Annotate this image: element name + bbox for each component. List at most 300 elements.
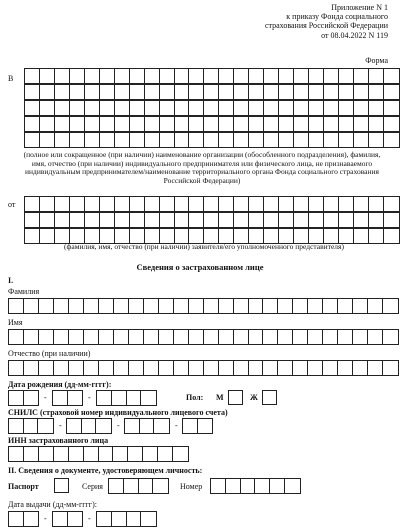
char-cell[interactable]	[264, 197, 279, 211]
grid-row[interactable]	[124, 418, 170, 434]
char-cell[interactable]	[125, 419, 140, 433]
char-cell[interactable]	[204, 330, 219, 344]
char-cell[interactable]	[69, 361, 84, 375]
char-cell[interactable]	[70, 229, 85, 243]
char-cell[interactable]	[40, 85, 55, 99]
char-cell[interactable]	[154, 419, 169, 433]
char-cell[interactable]	[175, 117, 190, 131]
char-cell[interactable]	[294, 85, 309, 99]
char-cell[interactable]	[219, 101, 234, 115]
char-cell[interactable]	[24, 299, 39, 313]
char-cell[interactable]	[354, 117, 369, 131]
char-cell[interactable]	[219, 330, 234, 344]
char-cell[interactable]	[264, 85, 279, 99]
char-cell[interactable]	[353, 299, 368, 313]
char-cell[interactable]	[40, 213, 55, 227]
char-cell[interactable]	[70, 117, 85, 131]
grid-row[interactable]	[24, 84, 400, 100]
char-cell[interactable]	[69, 299, 84, 313]
char-cell[interactable]	[40, 101, 55, 115]
char-cell[interactable]	[145, 213, 160, 227]
grid-row[interactable]	[210, 478, 301, 494]
char-cell[interactable]	[127, 512, 142, 526]
char-cell[interactable]	[115, 213, 130, 227]
char-cell[interactable]	[294, 117, 309, 131]
char-cell[interactable]	[204, 133, 219, 147]
char-cell[interactable]	[39, 330, 54, 344]
char-cell[interactable]	[285, 479, 300, 493]
grid-row[interactable]	[182, 418, 213, 434]
char-cell[interactable]	[384, 197, 399, 211]
char-cell[interactable]	[130, 69, 145, 83]
char-cell[interactable]	[175, 213, 190, 227]
char-cell[interactable]	[279, 133, 294, 147]
char-cell[interactable]	[234, 213, 249, 227]
char-cell[interactable]	[234, 197, 249, 211]
char-cell[interactable]	[204, 197, 219, 211]
char-cell[interactable]	[189, 197, 204, 211]
char-cell[interactable]	[70, 213, 85, 227]
char-cell[interactable]	[354, 101, 369, 115]
char-cell[interactable]	[84, 447, 99, 461]
char-cell[interactable]	[204, 361, 219, 375]
char-cell[interactable]	[339, 133, 354, 147]
char-cell[interactable]	[234, 101, 249, 115]
char-cell[interactable]	[160, 69, 175, 83]
char-cell[interactable]	[145, 117, 160, 131]
char-cell[interactable]	[160, 213, 175, 227]
char-cell[interactable]	[204, 299, 219, 313]
char-cell[interactable]	[70, 85, 85, 99]
char-cell[interactable]	[279, 101, 294, 115]
char-cell[interactable]	[338, 361, 353, 375]
char-cell[interactable]	[55, 133, 70, 147]
grid-row[interactable]	[8, 446, 189, 462]
char-cell[interactable]	[39, 299, 54, 313]
char-cell[interactable]	[309, 117, 324, 131]
char-cell[interactable]	[279, 69, 294, 83]
char-cell[interactable]	[249, 85, 264, 99]
char-cell[interactable]	[263, 299, 278, 313]
char-cell[interactable]	[160, 197, 175, 211]
grid-row[interactable]	[8, 298, 399, 314]
char-cell[interactable]	[249, 213, 264, 227]
char-cell[interactable]	[9, 361, 24, 375]
char-cell[interactable]	[270, 479, 285, 493]
char-cell[interactable]	[278, 361, 293, 375]
char-cell[interactable]	[25, 85, 40, 99]
char-cell[interactable]	[339, 229, 354, 243]
char-cell[interactable]	[294, 229, 309, 243]
char-cell[interactable]	[339, 197, 354, 211]
char-cell[interactable]	[279, 229, 294, 243]
grid-row[interactable]	[52, 511, 83, 527]
char-cell[interactable]	[130, 197, 145, 211]
char-cell[interactable]	[309, 133, 324, 147]
char-cell[interactable]	[309, 85, 324, 99]
char-cell[interactable]	[249, 299, 264, 313]
char-cell[interactable]	[40, 69, 55, 83]
char-cell[interactable]	[294, 133, 309, 147]
char-cell[interactable]	[9, 391, 24, 405]
grid-row[interactable]	[108, 478, 169, 494]
char-cell[interactable]	[354, 133, 369, 147]
char-cell[interactable]	[55, 101, 70, 115]
char-cell[interactable]	[160, 85, 175, 99]
char-cell[interactable]	[249, 69, 264, 83]
char-cell[interactable]	[308, 330, 323, 344]
char-cell[interactable]	[338, 330, 353, 344]
char-cell[interactable]	[369, 133, 384, 147]
char-cell[interactable]	[129, 299, 144, 313]
char-cell[interactable]	[264, 229, 279, 243]
char-cell[interactable]	[219, 213, 234, 227]
char-cell[interactable]	[100, 197, 115, 211]
char-cell[interactable]	[369, 69, 384, 83]
char-cell[interactable]	[323, 299, 338, 313]
char-cell[interactable]	[24, 512, 38, 526]
grid-row[interactable]	[24, 100, 400, 116]
char-cell[interactable]	[189, 85, 204, 99]
char-cell[interactable]	[204, 85, 219, 99]
char-cell[interactable]	[175, 197, 190, 211]
char-cell[interactable]	[96, 419, 111, 433]
char-cell[interactable]	[175, 133, 190, 147]
char-cell[interactable]	[115, 133, 130, 147]
char-cell[interactable]	[130, 229, 145, 243]
char-cell[interactable]	[115, 229, 130, 243]
char-cell[interactable]	[39, 447, 54, 461]
char-cell[interactable]	[263, 361, 278, 375]
char-cell[interactable]	[85, 133, 100, 147]
char-cell[interactable]	[141, 391, 156, 405]
char-cell[interactable]	[84, 330, 99, 344]
char-cell[interactable]	[145, 229, 160, 243]
char-cell[interactable]	[369, 85, 384, 99]
char-cell[interactable]	[324, 69, 339, 83]
char-cell[interactable]	[153, 479, 168, 493]
char-cell[interactable]	[175, 85, 190, 99]
char-cell[interactable]	[369, 101, 384, 115]
char-cell[interactable]	[308, 299, 323, 313]
char-cell[interactable]	[294, 101, 309, 115]
char-cell[interactable]	[68, 391, 82, 405]
char-cell[interactable]	[249, 117, 264, 131]
char-cell[interactable]	[85, 229, 100, 243]
char-cell[interactable]	[24, 391, 38, 405]
char-cell[interactable]	[309, 69, 324, 83]
char-cell[interactable]	[25, 133, 40, 147]
char-cell[interactable]	[85, 213, 100, 227]
char-cell[interactable]	[309, 197, 324, 211]
char-cell[interactable]	[234, 361, 249, 375]
char-cell[interactable]	[339, 85, 354, 99]
char-cell[interactable]	[40, 197, 55, 211]
char-cell[interactable]	[384, 229, 399, 243]
char-cell[interactable]	[189, 117, 204, 131]
char-cell[interactable]	[55, 85, 70, 99]
char-cell[interactable]	[159, 361, 174, 375]
char-cell[interactable]	[40, 117, 55, 131]
char-cell[interactable]	[25, 229, 40, 243]
char-cell[interactable]	[85, 101, 100, 115]
char-cell[interactable]	[324, 101, 339, 115]
char-cell[interactable]	[55, 117, 70, 131]
char-cell[interactable]	[369, 229, 384, 243]
char-cell[interactable]	[234, 299, 249, 313]
char-cell[interactable]	[175, 101, 190, 115]
char-cell[interactable]	[294, 213, 309, 227]
char-cell[interactable]	[84, 299, 99, 313]
char-cell[interactable]	[198, 419, 212, 433]
char-cell[interactable]	[354, 85, 369, 99]
char-cell[interactable]	[204, 117, 219, 131]
char-cell[interactable]	[159, 299, 174, 313]
char-cell[interactable]	[85, 85, 100, 99]
grid-row[interactable]	[24, 132, 400, 148]
char-cell[interactable]	[174, 299, 189, 313]
char-cell[interactable]	[204, 213, 219, 227]
char-cell[interactable]	[38, 419, 53, 433]
grid-row[interactable]	[8, 390, 39, 406]
char-cell[interactable]	[129, 330, 144, 344]
char-cell[interactable]	[9, 419, 24, 433]
char-cell[interactable]	[40, 133, 55, 147]
char-cell[interactable]	[339, 117, 354, 131]
char-cell[interactable]	[69, 447, 84, 461]
char-cell[interactable]	[158, 447, 173, 461]
char-cell[interactable]	[324, 117, 339, 131]
char-cell[interactable]	[173, 447, 188, 461]
char-cell[interactable]	[99, 447, 114, 461]
char-cell[interactable]	[174, 361, 189, 375]
char-cell[interactable]	[128, 447, 143, 461]
grid-row[interactable]	[24, 212, 400, 228]
char-cell[interactable]	[293, 299, 308, 313]
char-cell[interactable]	[241, 479, 256, 493]
char-cell[interactable]	[293, 330, 308, 344]
char-cell[interactable]	[219, 133, 234, 147]
female-checkbox[interactable]	[262, 390, 277, 405]
char-cell[interactable]	[369, 117, 384, 131]
char-cell[interactable]	[24, 361, 39, 375]
char-cell[interactable]	[278, 299, 293, 313]
char-cell[interactable]	[144, 361, 159, 375]
char-cell[interactable]	[115, 117, 130, 131]
char-cell[interactable]	[204, 101, 219, 115]
char-cell[interactable]	[384, 117, 399, 131]
char-cell[interactable]	[130, 117, 145, 131]
grid-row[interactable]	[8, 511, 39, 527]
char-cell[interactable]	[99, 361, 114, 375]
char-cell[interactable]	[130, 213, 145, 227]
char-cell[interactable]	[143, 447, 158, 461]
char-cell[interactable]	[204, 229, 219, 243]
char-cell[interactable]	[324, 213, 339, 227]
char-cell[interactable]	[69, 330, 84, 344]
char-cell[interactable]	[219, 299, 234, 313]
char-cell[interactable]	[324, 229, 339, 243]
char-cell[interactable]	[384, 101, 399, 115]
char-cell[interactable]	[144, 330, 159, 344]
char-cell[interactable]	[384, 69, 399, 83]
char-cell[interactable]	[264, 213, 279, 227]
char-cell[interactable]	[54, 361, 69, 375]
char-cell[interactable]	[354, 213, 369, 227]
char-cell[interactable]	[9, 330, 24, 344]
char-cell[interactable]	[383, 361, 398, 375]
char-cell[interactable]	[145, 85, 160, 99]
char-cell[interactable]	[219, 117, 234, 131]
char-cell[interactable]	[339, 101, 354, 115]
char-cell[interactable]	[114, 361, 129, 375]
char-cell[interactable]	[183, 419, 198, 433]
grid-row[interactable]	[8, 418, 54, 434]
char-cell[interactable]	[25, 197, 40, 211]
char-cell[interactable]	[264, 69, 279, 83]
grid-row[interactable]	[96, 511, 157, 527]
char-cell[interactable]	[263, 330, 278, 344]
char-cell[interactable]	[53, 391, 68, 405]
char-cell[interactable]	[249, 133, 264, 147]
char-cell[interactable]	[140, 419, 155, 433]
char-cell[interactable]	[144, 299, 159, 313]
char-cell[interactable]	[70, 101, 85, 115]
char-cell[interactable]	[124, 479, 139, 493]
char-cell[interactable]	[160, 229, 175, 243]
char-cell[interactable]	[130, 133, 145, 147]
char-cell[interactable]	[109, 479, 124, 493]
char-cell[interactable]	[309, 213, 324, 227]
char-cell[interactable]	[189, 213, 204, 227]
char-cell[interactable]	[112, 391, 127, 405]
char-cell[interactable]	[25, 117, 40, 131]
char-cell[interactable]	[174, 330, 189, 344]
grid-row[interactable]	[96, 390, 157, 406]
char-cell[interactable]	[308, 361, 323, 375]
char-cell[interactable]	[353, 361, 368, 375]
char-cell[interactable]	[112, 512, 127, 526]
grid-row[interactable]	[66, 418, 112, 434]
passport-checkbox[interactable]	[54, 478, 69, 493]
grid-row[interactable]	[24, 116, 400, 132]
char-cell[interactable]	[249, 229, 264, 243]
char-cell[interactable]	[234, 229, 249, 243]
char-cell[interactable]	[115, 69, 130, 83]
char-cell[interactable]	[368, 330, 383, 344]
char-cell[interactable]	[130, 85, 145, 99]
char-cell[interactable]	[9, 299, 24, 313]
char-cell[interactable]	[54, 330, 69, 344]
char-cell[interactable]	[279, 197, 294, 211]
char-cell[interactable]	[189, 361, 204, 375]
char-cell[interactable]	[55, 197, 70, 211]
char-cell[interactable]	[159, 330, 174, 344]
char-cell[interactable]	[130, 101, 145, 115]
char-cell[interactable]	[264, 117, 279, 131]
char-cell[interactable]	[9, 447, 24, 461]
char-cell[interactable]	[85, 197, 100, 211]
char-cell[interactable]	[114, 299, 129, 313]
char-cell[interactable]	[85, 117, 100, 131]
char-cell[interactable]	[70, 69, 85, 83]
char-cell[interactable]	[25, 101, 40, 115]
char-cell[interactable]	[279, 117, 294, 131]
char-cell[interactable]	[234, 117, 249, 131]
char-cell[interactable]	[100, 117, 115, 131]
char-cell[interactable]	[70, 197, 85, 211]
char-cell[interactable]	[97, 512, 112, 526]
char-cell[interactable]	[279, 213, 294, 227]
char-cell[interactable]	[113, 447, 128, 461]
char-cell[interactable]	[100, 213, 115, 227]
char-cell[interactable]	[53, 512, 68, 526]
char-cell[interactable]	[160, 117, 175, 131]
char-cell[interactable]	[100, 229, 115, 243]
char-cell[interactable]	[255, 479, 270, 493]
char-cell[interactable]	[55, 229, 70, 243]
char-cell[interactable]	[145, 197, 160, 211]
char-cell[interactable]	[219, 361, 234, 375]
char-cell[interactable]	[99, 299, 114, 313]
char-cell[interactable]	[129, 361, 144, 375]
char-cell[interactable]	[145, 133, 160, 147]
char-cell[interactable]	[219, 69, 234, 83]
char-cell[interactable]	[24, 419, 39, 433]
char-cell[interactable]	[279, 85, 294, 99]
char-cell[interactable]	[249, 361, 264, 375]
char-cell[interactable]	[97, 391, 112, 405]
char-cell[interactable]	[189, 101, 204, 115]
char-cell[interactable]	[264, 101, 279, 115]
char-cell[interactable]	[70, 133, 85, 147]
char-cell[interactable]	[204, 69, 219, 83]
char-cell[interactable]	[25, 213, 40, 227]
char-cell[interactable]	[249, 330, 264, 344]
grid-row[interactable]	[8, 329, 399, 345]
char-cell[interactable]	[24, 330, 39, 344]
char-cell[interactable]	[294, 69, 309, 83]
char-cell[interactable]	[354, 197, 369, 211]
char-cell[interactable]	[189, 133, 204, 147]
char-cell[interactable]	[383, 299, 398, 313]
char-cell[interactable]	[309, 229, 324, 243]
char-cell[interactable]	[234, 330, 249, 344]
char-cell[interactable]	[264, 133, 279, 147]
char-cell[interactable]	[85, 69, 100, 83]
char-cell[interactable]	[369, 213, 384, 227]
char-cell[interactable]	[189, 330, 204, 344]
char-cell[interactable]	[160, 101, 175, 115]
char-cell[interactable]	[84, 361, 99, 375]
char-cell[interactable]	[323, 330, 338, 344]
char-cell[interactable]	[384, 213, 399, 227]
char-cell[interactable]	[115, 101, 130, 115]
char-cell[interactable]	[339, 69, 354, 83]
char-cell[interactable]	[9, 512, 24, 526]
char-cell[interactable]	[354, 69, 369, 83]
char-cell[interactable]	[141, 512, 156, 526]
char-cell[interactable]	[234, 69, 249, 83]
char-cell[interactable]	[219, 85, 234, 99]
char-cell[interactable]	[339, 213, 354, 227]
char-cell[interactable]	[100, 69, 115, 83]
char-cell[interactable]	[353, 330, 368, 344]
char-cell[interactable]	[338, 299, 353, 313]
char-cell[interactable]	[145, 69, 160, 83]
char-cell[interactable]	[54, 299, 69, 313]
char-cell[interactable]	[189, 229, 204, 243]
